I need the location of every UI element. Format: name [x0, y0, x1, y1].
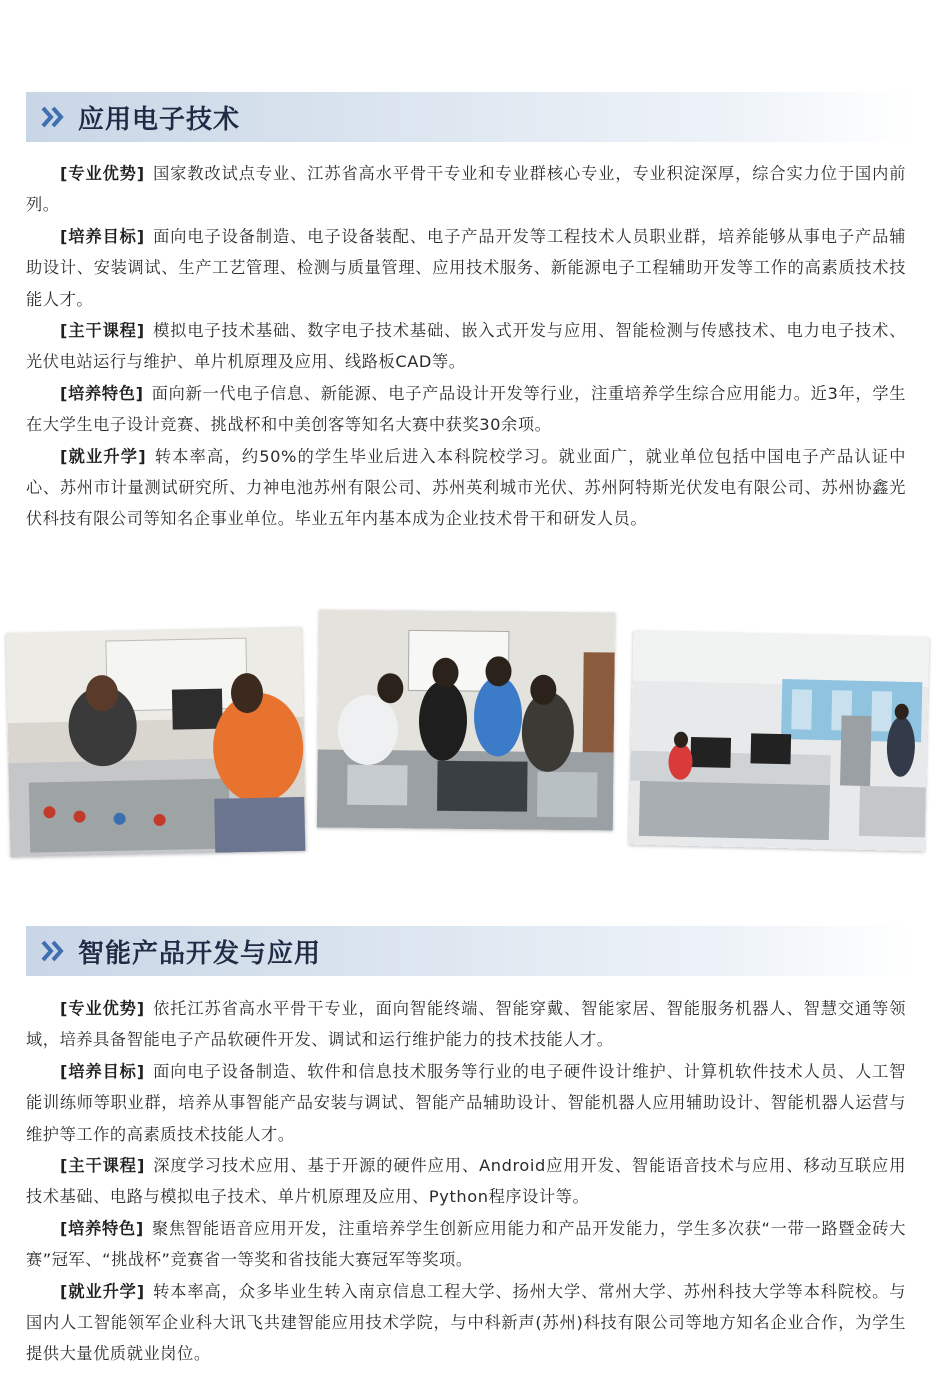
- photo-students-automation-lab: [317, 609, 615, 830]
- paragraph-tag: [就业升学]: [60, 1281, 145, 1301]
- paragraph-text: 国家教改试点专业、江苏省高水平骨干专业和专业群核心专业，专业积淀深厚，综合实力位于国内前列。: [26, 164, 906, 215]
- section-body-2: [26, 993, 906, 1370]
- paragraph-courses: [26, 315, 906, 378]
- double-chevron-right-icon: [40, 938, 72, 964]
- section-header-2: [26, 926, 912, 976]
- paragraph-text: 面向电子设备制造、软件和信息技术服务等行业的电子硬件设计维护、计算机软件技术人员、人工智能训练师等职业群，培养从事智能产品安装与调试、智能产品辅助设计、智能机器人应用辅助设计、智能机器人运营与维护等工作的高素质技术技能人才。: [26, 1061, 906, 1144]
- paragraph-text: 依托江苏省高水平骨干专业，面向智能终端、智能穿戴、智能家居、智能服务机器人、智慧交通等领域，培养具备智能电子产品软硬件开发、调试和运行维护能力的技术技能人才。: [26, 999, 906, 1050]
- paragraph-text: 深度学习技术应用、基于开源的硬件应用、Android应用开发、智能语音技术与应用、移动互联应用技术基础、电路与模拟电子技术、单片机原理及应用、Python程序设计等。: [26, 1156, 906, 1207]
- paragraph-text: 转本率高，众多毕业生转入南京信息工程大学、扬州大学、常州大学、苏州科技大学等本科院校。与国内人工智能领军企业科大讯飞共建智能应用技术学院，与中科新声(苏州)科技有限公司等地方知名企业合作，为学生提供大量优质就业岗位。: [26, 1281, 906, 1364]
- paragraph-text: 转本率高，约50%的学生毕业后进入本科院校学习。就业面广，就业单位包括中国电子产品认证中心、苏州市计量测试研究所、力神电池苏州有限公司、苏州英利城市光伏、苏州阿特斯光伏发电有限公司、苏州协鑫光伏科技有限公司等知名企事业单位。毕业五年内基本成为企业技术骨干和研发人员。: [26, 446, 906, 529]
- paragraph-text: 面向电子设备制造、电子设备装配、电子产品开发等工程技术人员职业群，培养能够从事电子产品辅助设计、安装调试、生产工艺管理、检测与质量管理、应用技术服务、新能源电子工程辅助开发等工作的高素质技术技能人才。: [26, 226, 906, 309]
- section-title: 智能产品开发与应用: [78, 938, 322, 969]
- paragraph-employment: [26, 1276, 906, 1370]
- paragraph-goal: [26, 1056, 906, 1150]
- paragraph-tag: [专业优势]: [60, 164, 145, 183]
- paragraph-text: 聚焦智能语音应用开发，注重培养学生创新应用能力和产品开发能力，学生多次获“一带一路暨金砖大赛”冠军、“挑战杯”竞赛省一等奖和省技能大赛冠军等奖项。: [26, 1218, 906, 1270]
- photo-computer-classroom: [629, 631, 930, 852]
- paragraph-tag: [培养目标]: [60, 226, 145, 246]
- section-title: 应用电子技术: [78, 104, 241, 135]
- section-header-1: [26, 92, 912, 142]
- paragraph-advantage: [26, 158, 906, 221]
- paragraph-tag: [就业升学]: [60, 446, 147, 466]
- double-chevron-right-icon: [40, 104, 72, 130]
- paragraph-features: [26, 378, 906, 441]
- paragraph-tag: [培养特色]: [60, 383, 144, 403]
- paragraph-tag: [培养目标]: [60, 1061, 145, 1081]
- paragraph-tag: [专业优势]: [60, 999, 145, 1018]
- photo-students-wiring-panel: [6, 627, 307, 857]
- paragraph-tag: [培养特色]: [60, 1218, 144, 1238]
- paragraph-tag: [主干课程]: [60, 1156, 145, 1176]
- paragraph-advantage: [26, 993, 906, 1056]
- paragraph-tag: [主干课程]: [60, 321, 145, 341]
- paragraph-text: 模拟电子技术基础、数字电子技术基础、嵌入式开发与应用、智能检测与传感技术、电力电子技术、光伏电站运行与维护、单片机原理及应用、线路板CAD等。: [26, 321, 906, 372]
- paragraph-goal: [26, 221, 906, 315]
- paragraph-courses: [26, 1150, 906, 1213]
- section-body-1: [26, 158, 906, 535]
- paragraph-features: [26, 1213, 906, 1276]
- paragraph-text: 面向新一代电子信息、新能源、电子产品设计开发等行业，注重培养学生综合应用能力。近3年，学生在大学生电子设计竞赛、挑战杯和中美创客等知名大赛中获奖30余项。: [26, 383, 906, 435]
- paragraph-employment: [26, 441, 906, 535]
